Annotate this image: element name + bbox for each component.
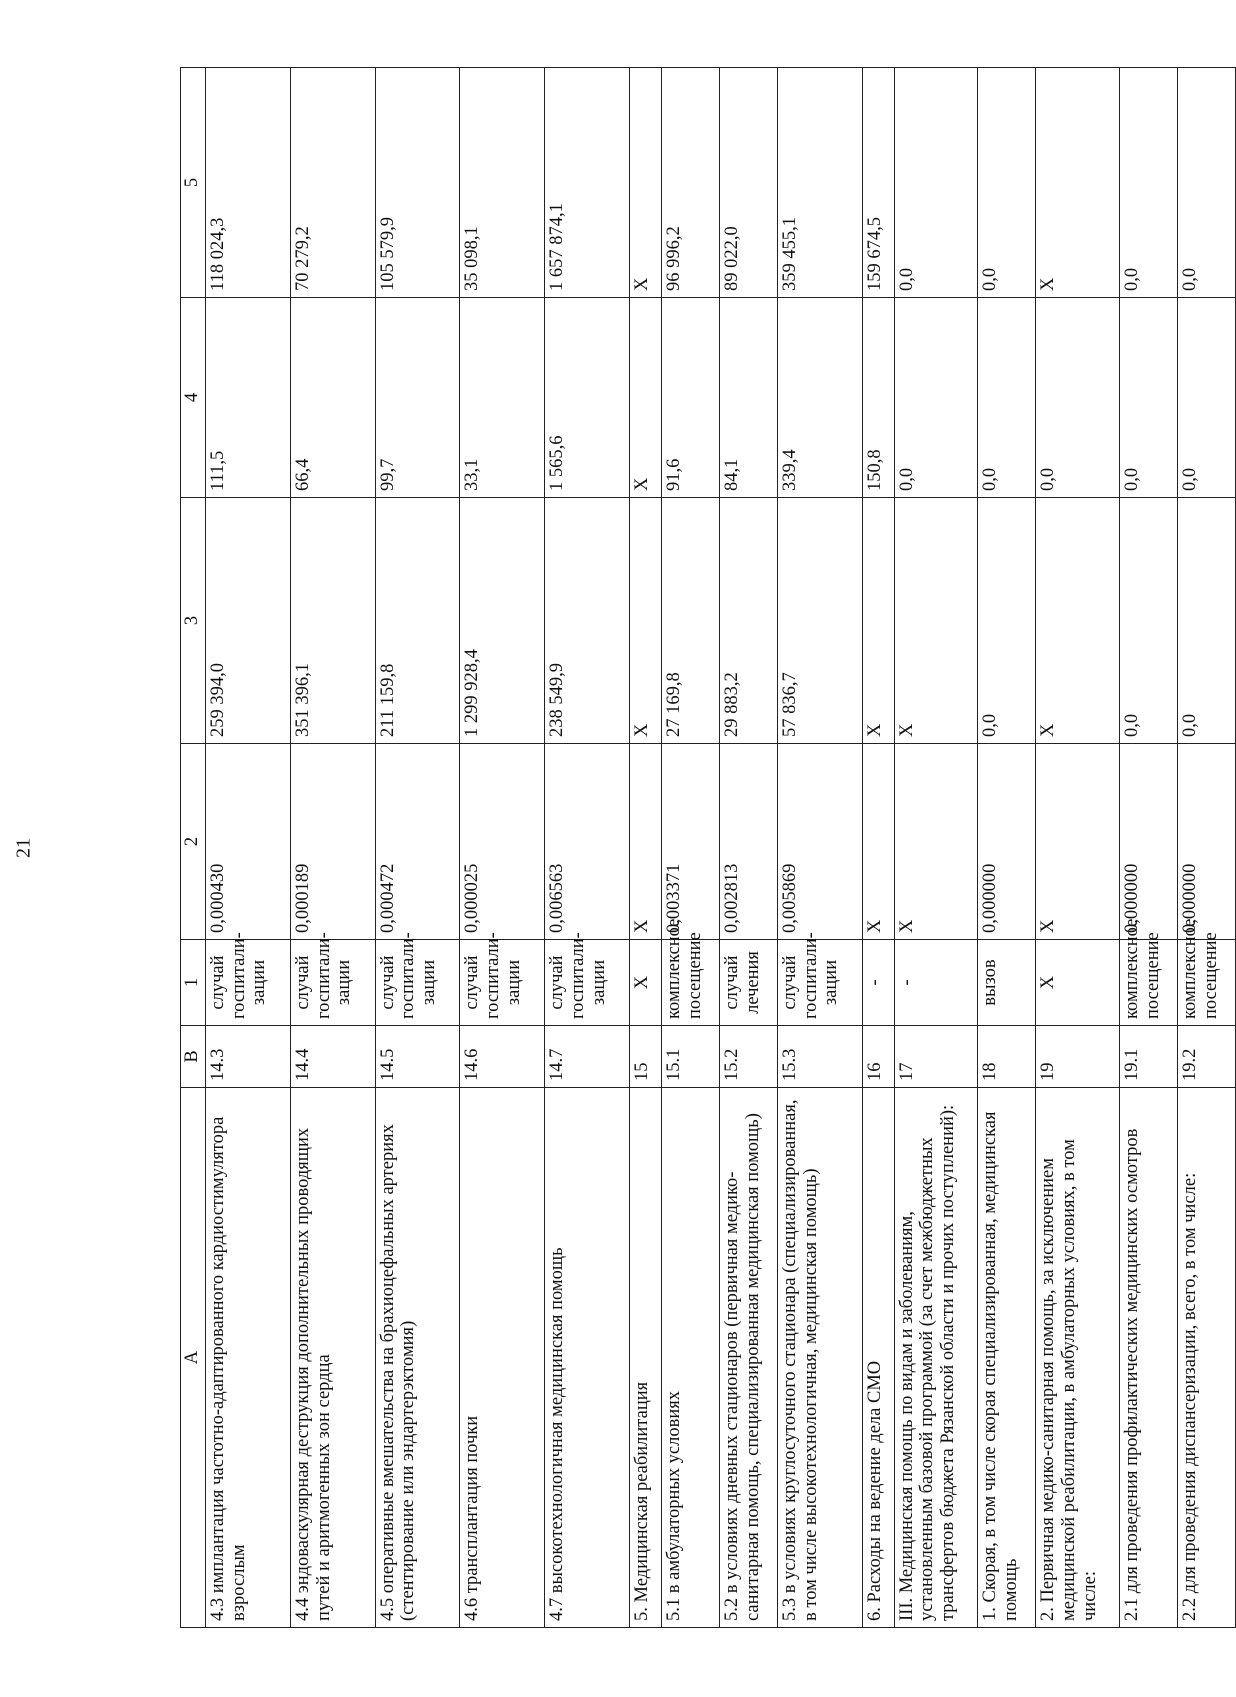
value-cell-2: 0,000430 (206, 744, 291, 940)
value-cell-3: 29 883,2 (719, 498, 777, 744)
value-cell-4: 1 565,6 (545, 298, 630, 498)
value-cell-3: 0,0 (1178, 498, 1236, 744)
value-cell-4: 0,0 (894, 298, 978, 498)
value-cell-4: 0,0 (978, 298, 1036, 498)
row-code: 18 (978, 1026, 1036, 1088)
value-cell-4: 99,7 (375, 298, 460, 498)
col-header-b: В (181, 1026, 206, 1088)
row-code: 14.7 (545, 1026, 630, 1088)
header-row (181, 68, 206, 1628)
value-cell-4: 0,0 (1120, 298, 1178, 498)
unit-cell: комплексное посещение (1120, 940, 1178, 1026)
row-code: 19 (1036, 1026, 1120, 1088)
value-cell-5: 89 022,0 (719, 68, 777, 298)
row-code: 15.2 (719, 1026, 777, 1088)
value-cell-3: 351 396,1 (290, 498, 375, 744)
value-cell-5: 0,0 (894, 68, 978, 298)
row-label: 4.5 оперативные вмешательства на брахиоцефальных артериях (стентирование или эндартерэктомия) (375, 1088, 460, 1628)
value-cell-2: 0,000189 (290, 744, 375, 940)
value-cell-2: 0,003371 (662, 744, 720, 940)
unit-cell: комплексное посещение (662, 940, 720, 1026)
value-cell-5: 0,0 (978, 68, 1036, 298)
row-code: 15 (629, 1026, 661, 1088)
table-row (460, 68, 545, 1628)
row-label: 5. Медицинская реабилитация (629, 1088, 661, 1628)
value-cell-5: 35 098,1 (460, 68, 545, 298)
table-row (662, 68, 720, 1628)
row-label: 4.3 имплантация частотно-адаптированного кардиостимулятора взрослым (206, 1088, 291, 1628)
value-cell-2: 0,005869 (777, 744, 862, 940)
value-cell-4: 150,8 (862, 298, 894, 498)
table-row (206, 68, 291, 1628)
value-cell-5: Х (629, 68, 661, 298)
row-label: 2.2 для проведения диспансеризации, всего, в том числе: (1178, 1088, 1236, 1628)
row-label: 2.1 для проведения профилактических медицинских осмотров (1120, 1088, 1178, 1628)
table-row (375, 68, 460, 1628)
row-label: 2. Первичная медико-санитарная помощь, за исключением медицинской реабилитации, в амбулаторных условиях, в том числе: (1036, 1088, 1120, 1628)
value-cell-5: 96 996,2 (662, 68, 720, 298)
value-cell-2: 0,000025 (460, 744, 545, 940)
row-label: 4.6 трансплантация почки (460, 1088, 545, 1628)
row-label: 4.4 эндоваскулярная деструкция дополнительных проводящих путей и аритмогенных зон сердца (290, 1088, 375, 1628)
value-cell-5: 359 455,1 (777, 68, 862, 298)
value-cell-2: 0,000000 (1178, 744, 1236, 940)
row-code: 15.1 (662, 1026, 720, 1088)
unit-cell: Х (629, 940, 661, 1026)
col-header-5: 5 (181, 68, 206, 298)
row-code: 14.6 (460, 1026, 545, 1088)
row-label: 5.3 в условиях круглосуточного стационара (специализированная, в том числе высокотехнологичная, медицинская помощь) (777, 1088, 862, 1628)
value-cell-4: 91,6 (662, 298, 720, 498)
value-cell-3: 211 159,8 (375, 498, 460, 744)
value-cell-3: Х (862, 498, 894, 744)
value-cell-3: 57 836,7 (777, 498, 862, 744)
row-code: 16 (862, 1026, 894, 1088)
value-cell-2: Х (894, 744, 978, 940)
unit-cell: комплексное посещение (1178, 940, 1236, 1026)
value-cell-3: Х (1036, 498, 1120, 744)
col-header-4: 4 (181, 298, 206, 498)
value-cell-4: 0,0 (1178, 298, 1236, 498)
row-code: 19.2 (1178, 1026, 1236, 1088)
unit-cell: случай госпитали-зации (777, 940, 862, 1026)
value-cell-5: 0,0 (1178, 68, 1236, 298)
value-cell-4: Х (629, 298, 661, 498)
row-label: 5.1 в амбулаторных условиях (662, 1088, 720, 1628)
value-cell-2: Х (629, 744, 661, 940)
page-number: 21 (12, 838, 35, 858)
row-label: 1. Скорая, в том числе скорая специализированная, медицинская помощь (978, 1088, 1036, 1628)
value-cell-2: Х (862, 744, 894, 940)
row-label: III. Медицинская помощь по видам и заболеваниям, установленным базовой программой (за счет межбюджетных трансфертов бюджета Рязанской области и прочих поступлений): (894, 1088, 978, 1628)
row-label: 6. Расходы на ведение дела СМО (862, 1088, 894, 1628)
unit-cell: - (862, 940, 894, 1026)
value-cell-3: 27 169,8 (662, 498, 720, 744)
col-header-2: 2 (181, 744, 206, 940)
value-cell-5: Х (1036, 68, 1120, 298)
row-code: 17 (894, 1026, 978, 1088)
table-row (1036, 68, 1120, 1628)
value-cell-5: 70 279,2 (290, 68, 375, 298)
value-cell-4: 111,5 (206, 298, 291, 498)
unit-cell: Х (1036, 940, 1120, 1026)
value-cell-3: 238 549,9 (545, 498, 630, 744)
value-cell-4: 84,1 (719, 298, 777, 498)
value-cell-4: 33,1 (460, 298, 545, 498)
unit-cell: случай лечения (719, 940, 777, 1026)
table-row (862, 68, 894, 1628)
row-code: 15.3 (777, 1026, 862, 1088)
unit-cell: случай госпитали-зации (545, 940, 630, 1026)
value-cell-5: 118 024,3 (206, 68, 291, 298)
unit-cell: вызов (978, 940, 1036, 1026)
value-cell-3: 259 394,0 (206, 498, 291, 744)
value-cell-4: 66,4 (290, 298, 375, 498)
value-cell-3: 0,0 (978, 498, 1036, 744)
table-row (629, 68, 661, 1628)
value-cell-2: 0,000000 (1120, 744, 1178, 940)
value-cell-2: 0,000000 (978, 744, 1036, 940)
table-row (894, 68, 978, 1628)
row-label: 4.7 высокотехнологичная медицинская помощь (545, 1088, 630, 1628)
value-cell-5: 0,0 (1120, 68, 1178, 298)
rotated-table-container (180, 68, 1236, 1628)
value-cell-2: 0,006563 (545, 744, 630, 940)
value-cell-3: Х (629, 498, 661, 744)
row-label: 5.2 в условиях дневных стационаров (первичная медико-санитарная помощь, специализированная медицинская помощь) (719, 1088, 777, 1628)
table-row (777, 68, 862, 1628)
unit-cell: случай госпитали-зации (460, 940, 545, 1026)
value-cell-3: 1 299 928,4 (460, 498, 545, 744)
table-row (719, 68, 777, 1628)
value-cell-5: 159 674,5 (862, 68, 894, 298)
col-header-3: 3 (181, 498, 206, 744)
row-code: 14.4 (290, 1026, 375, 1088)
col-header-1: 1 (181, 940, 206, 1026)
table-row (1120, 68, 1178, 1628)
table-row (1178, 68, 1236, 1628)
value-cell-2: 0,000472 (375, 744, 460, 940)
table-row (978, 68, 1036, 1628)
col-header-a: А (181, 1088, 206, 1628)
value-cell-2: 0,002813 (719, 744, 777, 940)
value-cell-3: Х (894, 498, 978, 744)
value-cell-5: 105 579,9 (375, 68, 460, 298)
data-table (180, 67, 1236, 1628)
row-code: 14.5 (375, 1026, 460, 1088)
table-row (290, 68, 375, 1628)
row-code: 19.1 (1120, 1026, 1178, 1088)
row-code: 14.3 (206, 1026, 291, 1088)
unit-cell: случай госпитали-зации (375, 940, 460, 1026)
value-cell-4: 339,4 (777, 298, 862, 498)
value-cell-2: Х (1036, 744, 1120, 940)
unit-cell: случай госпитали-зации (290, 940, 375, 1026)
unit-cell: - (894, 940, 978, 1026)
value-cell-4: 0,0 (1036, 298, 1120, 498)
value-cell-3: 0,0 (1120, 498, 1178, 744)
value-cell-5: 1 657 874,1 (545, 68, 630, 298)
table-row (545, 68, 630, 1628)
unit-cell: случай госпитали-зации (206, 940, 291, 1026)
